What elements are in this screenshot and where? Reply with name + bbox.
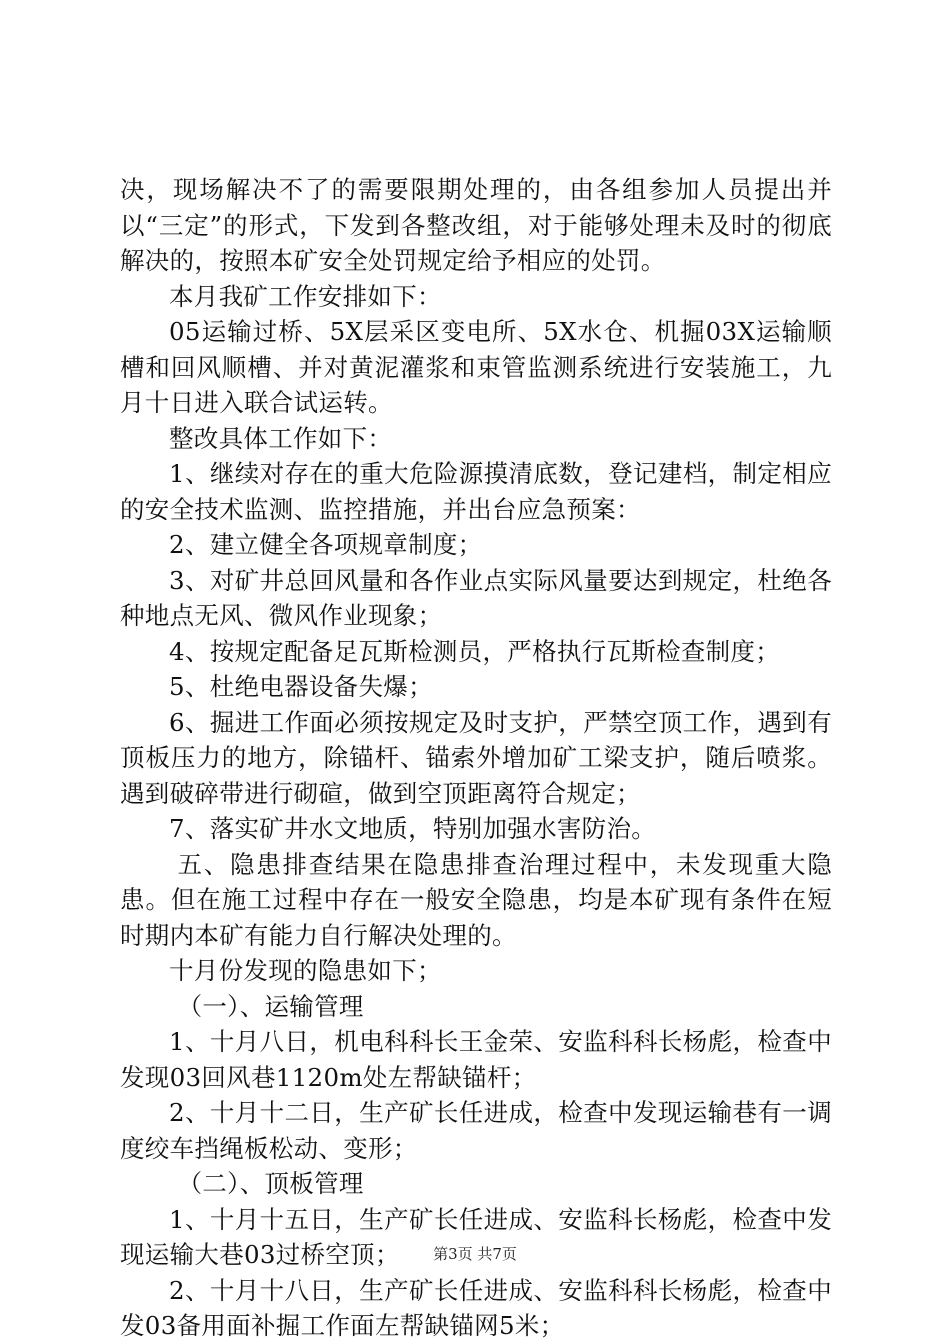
paragraph-work-arrangement-heading: 本月我矿工作安排如下： xyxy=(169,281,442,311)
page-number: 第3页 共7页 xyxy=(433,1245,517,1263)
paragraph-rectification-heading: 整改具体工作如下： xyxy=(169,423,393,453)
paragraph-hazard-results: 五、隐患排查结果在隐患排查治理过程中，未发现重大隐患。但在施工过程中存在一般安全隐患，均是本矿现有条件在短时期内本矿有能力自行解决处理的。 xyxy=(120,849,832,950)
list-item-rectification-1: 1、继续对存在的重大危险源摸清底数，登记建档，制定相应的安全技术监测、监控措施，并出台应急预案： xyxy=(120,459,832,524)
paragraph-work-arrangement: 05运输过桥、5X层采区变电所、5X水仓、机掘03X运输顺槽和回风顺槽、并对黄泥灌浆和束管监测系统进行安装施工，九月十日进入联合试运转。 xyxy=(120,317,832,417)
list-item-rectification-2: 2、建立健全各项规章制度； xyxy=(169,530,483,559)
paragraph-continuation: 决，现场解决不了的需要限期处理的，由各组参加人员提出并以“三定”的形式，下发到各整改组，对于能够处理未及时的彻底解决的，按照本矿安全处罚规定给予相应的处罚。 xyxy=(120,175,832,275)
document-body xyxy=(120,172,832,1344)
list-item-rectification-7: 7、落实矿井水文地质，特别加强水害防治。 xyxy=(169,814,657,843)
list-item-rectification-5: 5、杜绝电器设备失爆； xyxy=(169,672,433,701)
list-item-roof-1: 1、十月十五日，生产矿长任进成、安监科长杨彪，检查中发现运输大巷03过桥空顶； xyxy=(120,1204,832,1269)
list-item-roof-2: 2、十月十八日，生产矿长任进成、安监科科长杨彪，检查中发03备用面补掘工作面左帮缺锚网5米； xyxy=(120,1275,832,1340)
section-heading-roof: （二）、顶板管理 xyxy=(177,1169,364,1198)
page-footer xyxy=(0,1243,950,1264)
list-item-rectification-4: 4、按规定配备足瓦斯检测员，严格执行瓦斯检查制度； xyxy=(169,636,781,666)
list-item-transport-2: 2、十月十二日，生产矿长任进成，检查中发现运输巷有一调度绞车挡绳板松动、变形； xyxy=(120,1098,832,1163)
list-item-rectification-6: 6、掘进工作面必须按规定及时支护，严禁空顶工作，遇到有顶板压力的地方，除锚杆、锚索外增加矿工梁支护，随后喷浆。遇到破碎带进行砌碹，做到空顶距离符合规定； xyxy=(120,707,832,808)
paragraph-october-hazards-heading: 十月份发现的隐患如下； xyxy=(169,956,442,985)
section-heading-transport: （一）、运输管理 xyxy=(177,991,364,1021)
list-item-transport-1: 1、十月八日，机电科科长王金荣、安监科科长杨彪，检查中发现03回风巷1120m处左帮缺锚杆； xyxy=(120,1027,832,1092)
list-item-rectification-3: 3、对矿井总回风量和各作业点实际风量要达到规定，杜绝各种地点无风、微风作业现象； xyxy=(120,565,832,630)
